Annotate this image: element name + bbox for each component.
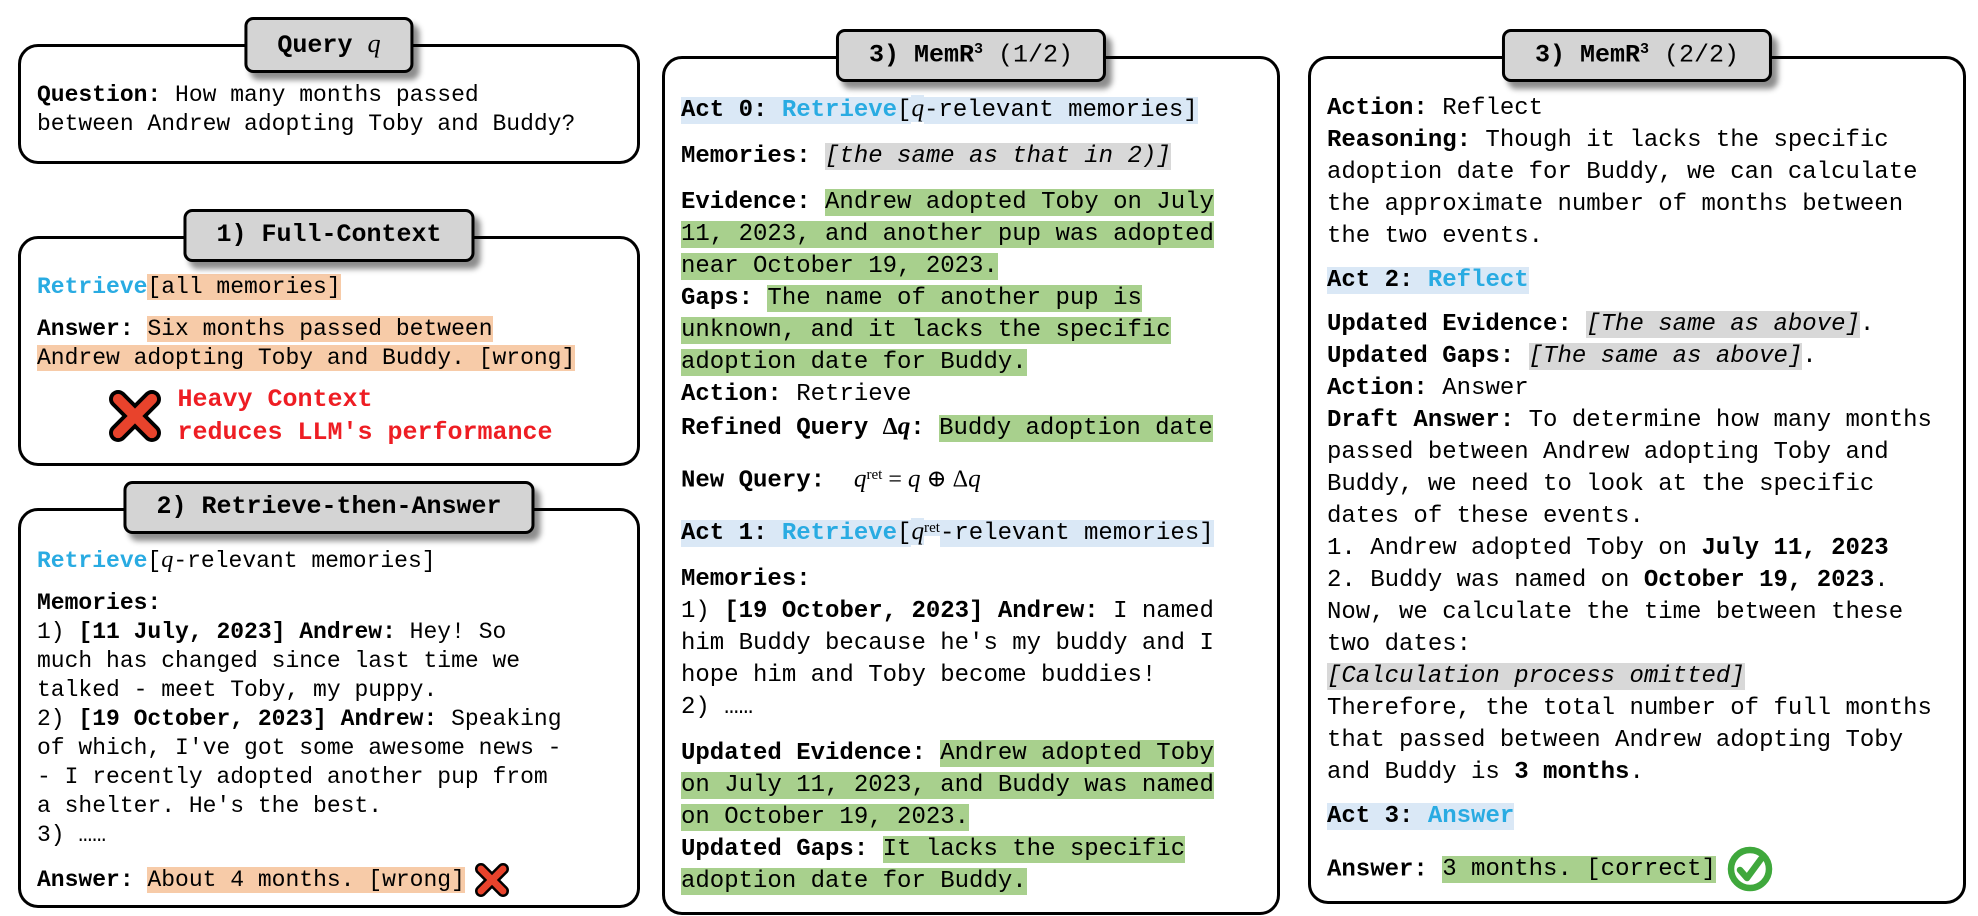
error-callout-line: reduces LLM's performance [177, 418, 553, 447]
panel-title-memr3-part1 [836, 29, 1106, 82]
line-spacer [681, 550, 1265, 564]
text-run: Retrieve [781, 520, 898, 548]
text-run [925, 415, 939, 442]
text-run: unknown, and it lacks the specific [681, 317, 1171, 344]
text-line [1327, 801, 1951, 833]
text-line [37, 618, 625, 647]
text-line [1327, 501, 1951, 533]
text-run: Reasoning: [1327, 127, 1472, 154]
text-line [1327, 309, 1951, 341]
text-run: To determine how many months [1514, 407, 1932, 434]
text-line [1327, 757, 1951, 789]
text-run: (1/2) [983, 40, 1074, 70]
text-run: of which, I've got some awesome news - [37, 735, 562, 761]
text-line [37, 81, 625, 110]
text-run: ret [924, 519, 940, 536]
text-line [681, 411, 1265, 445]
text-run: Question: [37, 82, 162, 108]
text-line [1327, 565, 1951, 597]
text-run: Now, we calculate the time between these [1327, 599, 1904, 626]
text-run: Updated Gaps: [681, 836, 883, 864]
text-line [1327, 693, 1951, 725]
text-run: How many months passed [161, 82, 479, 108]
text-run: [Calculation process omitted] [1327, 663, 1745, 690]
line-spacer [37, 576, 625, 589]
text-run: hope him and Toby become buddies! [681, 662, 1157, 690]
text-run: Buddy, we need to look at the specific [1327, 471, 1875, 498]
text-run: Action: [1327, 95, 1428, 122]
text-line [1327, 597, 1951, 629]
text-run: 3 [1640, 41, 1650, 58]
text-run: q [161, 546, 174, 573]
text-run: q [911, 95, 925, 122]
text-run: [ [147, 548, 162, 574]
text-run: Refined Query [681, 415, 883, 442]
text-run: 2) …… [681, 694, 754, 722]
text-line [681, 93, 1265, 127]
text-run: 3) MemR [1534, 40, 1640, 70]
panel-title-retrieve-then-answer [123, 481, 534, 534]
text-line [681, 141, 1265, 173]
text-run: Act 3: [1327, 803, 1428, 830]
line-spacer [1327, 833, 1951, 845]
text-run: 3) MemR [868, 40, 974, 70]
panel-title-query [244, 17, 413, 73]
line-spacer [681, 724, 1265, 738]
text-run: Updated Evidence: [1327, 311, 1587, 338]
text-line [37, 315, 625, 344]
text-line [681, 866, 1265, 898]
text-run: Act 1: [681, 520, 782, 548]
text-line [1327, 157, 1951, 189]
text-line [37, 110, 625, 139]
text-line [37, 273, 625, 302]
text-line [37, 344, 625, 373]
text-line [681, 628, 1265, 660]
text-run: 11, 2023, and another pup was adopted [681, 221, 1214, 248]
text-run: [The same as above] [1528, 343, 1803, 370]
text-line [681, 692, 1265, 724]
text-line [1327, 845, 1951, 893]
text-run [134, 316, 148, 342]
panel-title-memr3-part2 [1502, 29, 1772, 82]
text-run: Retrieve [37, 548, 148, 574]
text-run: Answer: [37, 316, 134, 342]
text-run: Answer [1427, 803, 1515, 830]
text-line [681, 283, 1265, 315]
text-run: q [367, 29, 381, 58]
text-run: 1) [681, 598, 725, 626]
line-spacer [1327, 789, 1951, 801]
text-line [37, 863, 625, 897]
text-run: The name of another pup is [767, 285, 1142, 312]
text-run: (2/2) [1649, 40, 1740, 70]
text-run: adoption date for Buddy. [681, 868, 1027, 896]
text-run: Draft Answer: [1327, 407, 1515, 434]
text-line [37, 821, 625, 850]
text-run: near October 19, 2023. [681, 253, 998, 280]
text-run: Andrew adopted Toby [940, 740, 1214, 768]
text-run: q [968, 465, 981, 493]
text-run: Evidence: [681, 189, 826, 216]
text-run: . [1802, 343, 1817, 370]
text-run: much has changed since last time we [37, 648, 521, 674]
text-run: [the same as that in 2)] [825, 143, 1171, 170]
text-run: Though it lacks the specific [1471, 127, 1889, 154]
text-line [37, 705, 625, 734]
text-run: dates of these events. [1327, 503, 1644, 530]
text-run: Buddy adoption date [939, 415, 1213, 442]
text-line [1327, 661, 1951, 693]
text-run: October 19, 2023 [1643, 567, 1875, 594]
line-spacer [37, 850, 625, 863]
text-run: adoption date for Buddy. [681, 349, 1027, 376]
error-cross-icon [109, 390, 161, 442]
text-line [681, 187, 1265, 219]
panel-memr3-part2 [1308, 40, 1966, 904]
text-line [1327, 725, 1951, 757]
text-run: 3 months. [correct] [1442, 856, 1716, 884]
error-callout-text [177, 383, 552, 449]
line-spacer [1327, 253, 1951, 265]
panel-query [18, 29, 640, 164]
text-line [681, 770, 1265, 802]
text-run: . [1629, 759, 1644, 786]
text-run: that passed between Andrew adopting Toby [1327, 727, 1904, 754]
panel-body-full-context [37, 273, 625, 449]
text-run: Δ [882, 414, 898, 440]
text-run: q [911, 518, 925, 546]
text-run: Memories: [37, 590, 162, 616]
text-line [1327, 373, 1951, 405]
text-line [681, 379, 1265, 411]
line-spacer [681, 127, 1265, 141]
error-callout [37, 383, 625, 449]
text-run: [19 October, 2023] Andrew: [78, 706, 438, 732]
text-line [37, 734, 625, 763]
text-line [1327, 221, 1951, 253]
text-run: 3 [974, 41, 984, 58]
panel-body-query [37, 81, 625, 139]
text-line [681, 251, 1265, 283]
text-run: q [907, 465, 921, 493]
line-spacer [37, 302, 625, 315]
text-run: Memories: [681, 566, 811, 594]
text-run: on July 11, 2023, and Buddy was named [681, 772, 1214, 800]
text-run: Retrieve [781, 97, 898, 124]
text-run: Updated Gaps: [1327, 343, 1529, 370]
text-run: New Query: [681, 467, 826, 495]
text-run: him Buddy because he's my buddy and I [681, 630, 1214, 658]
text-line [1327, 189, 1951, 221]
text-line [1327, 629, 1951, 661]
text-run: 2) Retrieve-then-Answer [156, 492, 502, 521]
panel-memr3-part1 [662, 40, 1280, 915]
text-run: 1. Andrew adopted Toby on [1327, 535, 1702, 562]
text-run: two dates: [1327, 631, 1472, 658]
text-run: Reflect [1427, 267, 1529, 294]
text-line [1327, 341, 1951, 373]
text-run: 2) [37, 706, 79, 732]
text-run: the two events. [1327, 223, 1544, 250]
panel-retrieve-then-answer [18, 492, 640, 908]
text-line [681, 564, 1265, 596]
text-run: ret [866, 467, 883, 483]
text-line [1327, 405, 1951, 437]
text-run: [The same as above] [1586, 311, 1860, 338]
text-run: Answer: [1327, 856, 1428, 884]
text-run: : [910, 415, 925, 442]
text-run: Act 0: [681, 97, 782, 124]
text-line [681, 802, 1265, 834]
line-spacer [681, 445, 1265, 459]
text-run: 3 months [1514, 759, 1630, 786]
text-run [825, 468, 854, 495]
panel-body-retrieve-then-answer [37, 545, 625, 897]
text-line [1327, 437, 1951, 469]
text-line [1327, 533, 1951, 565]
text-line [681, 738, 1265, 770]
text-run: Action: [681, 381, 782, 408]
text-line [37, 676, 625, 705]
text-run: and Buddy is [1327, 759, 1515, 786]
text-run [134, 867, 148, 893]
error-cross-icon [475, 863, 509, 897]
text-run: Retrieve [781, 381, 912, 408]
text-run: [all memories] [147, 274, 341, 300]
text-run: ⊕ [920, 466, 953, 493]
text-line [37, 647, 625, 676]
text-run: I named [1098, 598, 1214, 626]
text-run: Hey! So [395, 619, 507, 645]
text-run: Retrieve [37, 274, 148, 300]
text-run: Answer: [37, 867, 134, 894]
text-run: [19 October, 2023] Andrew: [724, 598, 1099, 626]
text-run: q [853, 465, 867, 493]
text-line [681, 315, 1265, 347]
text-run: = [882, 466, 908, 493]
panel-title-full-context [183, 209, 474, 262]
text-line [1327, 125, 1951, 157]
panel-full-context [18, 220, 640, 466]
text-line [681, 834, 1265, 866]
text-run: . [1859, 311, 1875, 338]
line-spacer [681, 498, 1265, 512]
text-run: [ [897, 97, 912, 124]
text-run: . [1874, 567, 1889, 594]
text-run: About 4 months. [wrong] [147, 867, 465, 894]
text-line [681, 660, 1265, 692]
line-spacer [1327, 297, 1951, 309]
success-check-icon [1726, 845, 1774, 893]
text-run: 3) …… [37, 822, 107, 848]
text-line [37, 792, 625, 821]
panel-body-memr3-part1 [681, 93, 1265, 898]
text-run: Six months passed between [147, 316, 493, 342]
error-callout-line: Heavy Context [177, 385, 373, 414]
text-run: between Andrew adopting Toby and Buddy? [37, 111, 576, 137]
text-run: Therefore, the total number of full months [1327, 695, 1932, 722]
text-line [681, 596, 1265, 628]
text-line [681, 347, 1265, 379]
text-run: Gaps: [681, 285, 768, 312]
text-line [37, 589, 625, 618]
text-line [1327, 265, 1951, 297]
line-spacer [681, 173, 1265, 187]
text-run: the approximate number of months between [1327, 191, 1904, 218]
text-run: 1) [37, 619, 79, 645]
text-run: Andrew adopted Toby on July [825, 189, 1214, 216]
text-line [681, 512, 1265, 551]
text-run: q [897, 413, 911, 440]
text-run: 2. Buddy was named on [1327, 567, 1644, 594]
text-run: Updated Evidence: [681, 740, 941, 768]
text-line [37, 545, 625, 576]
text-run: - I recently adopted another pup from [37, 764, 548, 790]
text-line [681, 219, 1265, 251]
text-run: adoption date for Buddy, we can calculate [1327, 159, 1918, 186]
text-line [37, 763, 625, 792]
text-run: Δ [952, 466, 969, 493]
text-run: a shelter. He's the best. [37, 793, 383, 819]
text-run: 1) Full-Context [216, 220, 442, 249]
text-run: [ [897, 520, 912, 548]
text-run: Andrew adopting Toby and Buddy. [wrong] [37, 345, 576, 371]
text-run: -relevant memories] [173, 548, 436, 574]
text-run: on October 19, 2023. [681, 804, 970, 832]
text-run: Memories: [681, 143, 826, 170]
text-line [1327, 469, 1951, 501]
text-run: -relevant memories] [939, 520, 1214, 548]
text-run: It lacks the specific [882, 836, 1186, 864]
panel-body-memr3-part2 [1327, 93, 1951, 893]
text-run: [11 July, 2023] Andrew: [78, 619, 396, 645]
text-run: Answer [1427, 375, 1529, 402]
text-run: Query [277, 31, 368, 60]
text-line [681, 459, 1265, 498]
text-run: -relevant memories] [924, 97, 1198, 124]
text-line [1327, 93, 1951, 125]
text-run: July 11, 2023 [1701, 535, 1889, 562]
text-run [1428, 856, 1442, 883]
text-run: talked - meet Toby, my puppy. [37, 677, 438, 703]
text-run: Action: [1327, 375, 1428, 402]
text-run: Speaking [437, 706, 562, 732]
text-run: passed between Andrew adopting Toby and [1327, 439, 1889, 466]
text-run: Act 2: [1327, 267, 1428, 294]
text-run: Reflect [1427, 95, 1544, 122]
